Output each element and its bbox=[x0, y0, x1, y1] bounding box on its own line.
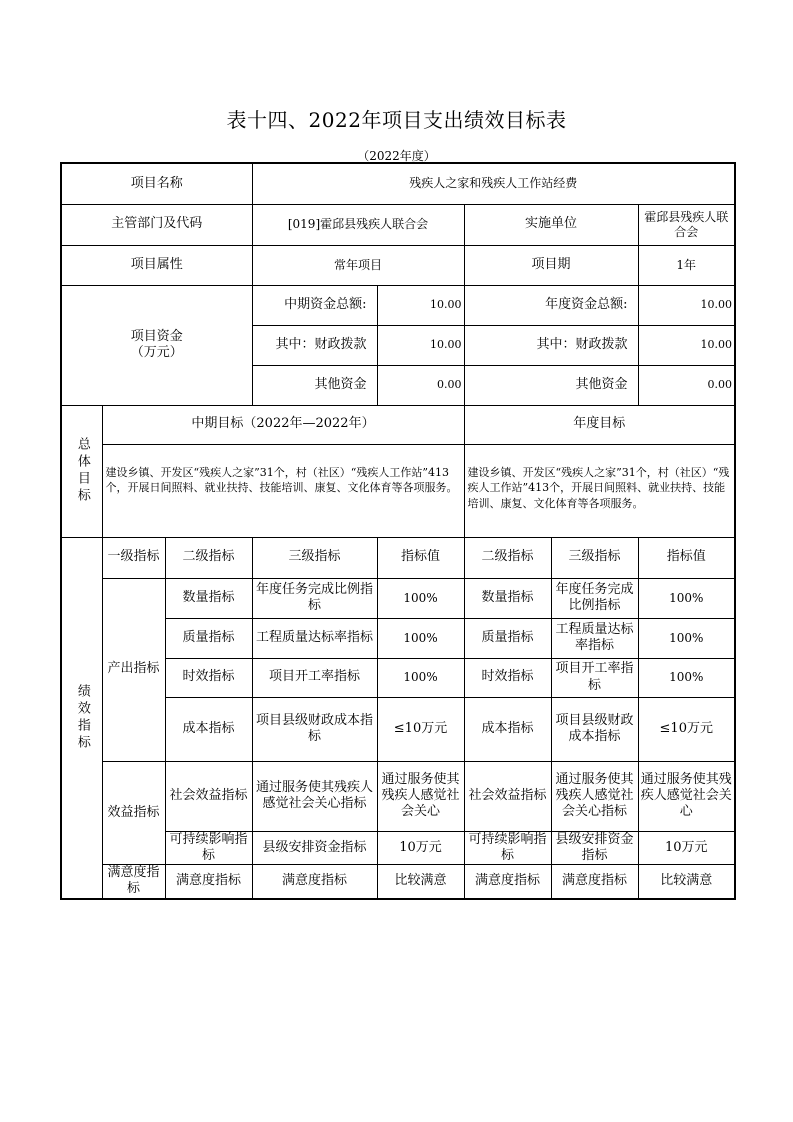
row-year-l2: 质量指标 bbox=[464, 618, 551, 658]
row-l3: 年度任务完成比例指标 bbox=[252, 578, 377, 618]
row-year-l2: 成本指标 bbox=[464, 697, 551, 761]
table-row bbox=[61, 761, 735, 831]
mid-fiscal-value: 10.00 bbox=[377, 325, 464, 365]
funds-label bbox=[61, 285, 252, 405]
row-year-l3: 县级安排资金指标 bbox=[551, 831, 638, 865]
row-year-l2: 时效指标 bbox=[464, 658, 551, 697]
row-l2: 数量指标 bbox=[165, 578, 252, 618]
row-year-l3: 项目县级财政成本指标 bbox=[551, 697, 638, 761]
row-value: 通过服务使其残疾人感觉社会关心 bbox=[377, 761, 464, 831]
row-value: 比较满意 bbox=[377, 865, 464, 899]
row-l2: 质量指标 bbox=[165, 618, 252, 658]
year-goal-header: 年度目标 bbox=[464, 405, 735, 444]
goals-side-label bbox=[61, 405, 102, 537]
row-value: 10万元 bbox=[377, 831, 464, 865]
period-label: 项目期 bbox=[464, 245, 638, 285]
funds-label-line2: （万元） bbox=[130, 345, 183, 360]
row-year-l3: 通过服务使其残疾人感觉社会关心指标 bbox=[551, 761, 638, 831]
header-l3: 三级指标 bbox=[252, 537, 377, 578]
table-row bbox=[61, 865, 735, 899]
attr-label: 项目属性 bbox=[61, 245, 252, 285]
row-l2: 可持续影响指标 bbox=[165, 831, 252, 865]
dept-value: [019]霍邱县残疾人联合会 bbox=[252, 204, 464, 245]
row-year-l2: 社会效益指标 bbox=[464, 761, 551, 831]
header-year-l2: 二级指标 bbox=[464, 537, 551, 578]
row-l2: 成本指标 bbox=[165, 697, 252, 761]
year-other-value: 0.00 bbox=[638, 365, 735, 405]
row-year-l3: 工程质量达标率指标 bbox=[551, 618, 638, 658]
indicators-side-text: 绩效指标 bbox=[74, 683, 90, 752]
header-year-value: 指标值 bbox=[638, 537, 735, 578]
header-l2: 二级指标 bbox=[165, 537, 252, 578]
row-year-value: 比较满意 bbox=[638, 865, 735, 899]
row-l2: 时效指标 bbox=[165, 658, 252, 697]
impl-label: 实施单位 bbox=[464, 204, 638, 245]
dept-label: 主管部门及代码 bbox=[61, 204, 252, 245]
row-value: ≤10万元 bbox=[377, 697, 464, 761]
row-l3: 项目开工率指标 bbox=[252, 658, 377, 697]
table-row bbox=[61, 578, 735, 618]
row-year-l3: 满意度指标 bbox=[551, 865, 638, 899]
project-name-label: 项目名称 bbox=[61, 163, 252, 204]
mid-total-value: 10.00 bbox=[377, 285, 464, 325]
goals-side-text: 总体目标 bbox=[74, 437, 90, 505]
header-value: 指标值 bbox=[377, 537, 464, 578]
row-l3: 县级安排资金指标 bbox=[252, 831, 377, 865]
output-label: 产出指标 bbox=[102, 578, 165, 761]
row-year-l2: 可持续影响指标 bbox=[464, 831, 551, 865]
row-year-l3: 年度任务完成比例指标 bbox=[551, 578, 638, 618]
year-fiscal-label: 其中：财政拨款 bbox=[464, 325, 638, 365]
year-total-label: 年度资金总额: bbox=[464, 285, 638, 325]
row-year-l3: 项目开工率指标 bbox=[551, 658, 638, 697]
mid-other-value: 0.00 bbox=[377, 365, 464, 405]
funds-label-line1: 项目资金 bbox=[130, 328, 183, 344]
year-total-value: 10.00 bbox=[638, 285, 735, 325]
year-fiscal-value: 10.00 bbox=[638, 325, 735, 365]
row-year-l2: 数量指标 bbox=[464, 578, 551, 618]
mid-total-label: 中期资金总额: bbox=[252, 285, 377, 325]
row-year-value: 通过服务使其残疾人感觉社会关心 bbox=[638, 761, 735, 831]
row-year-value: ≤10万元 bbox=[638, 697, 735, 761]
mid-fiscal-label: 其中：财政拨款 bbox=[252, 325, 377, 365]
row-l2: 满意度指标 bbox=[165, 865, 252, 899]
row-l3: 项目县级财政成本指标 bbox=[252, 697, 377, 761]
page-title: 表十四、2022年项目支出绩效目标表 bbox=[226, 108, 567, 132]
performance-table bbox=[60, 162, 736, 900]
row-l3: 通过服务使其残疾人感觉社会关心指标 bbox=[252, 761, 377, 831]
header-l1: 一级指标 bbox=[102, 537, 165, 578]
row-value: 100% bbox=[377, 578, 464, 618]
year-goal-text: 建设乡镇、开发区“残疾人之家”31个，村（社区）“残疾人工作站”413个，开展日间照料、就业扶持、技能培训、康复、文化体育等各项服务。 bbox=[464, 444, 735, 537]
row-value: 100% bbox=[377, 618, 464, 658]
benefit-label: 效益指标 bbox=[102, 761, 165, 865]
satisfaction-label: 满意度指标 bbox=[102, 865, 165, 899]
row-year-l2: 满意度指标 bbox=[464, 865, 551, 899]
period-value: 1年 bbox=[638, 245, 735, 285]
row-year-value: 10万元 bbox=[638, 831, 735, 865]
row-l3: 满意度指标 bbox=[252, 865, 377, 899]
row-value: 100% bbox=[377, 658, 464, 697]
project-name-value: 残疾人之家和残疾人工作站经费 bbox=[252, 163, 735, 204]
indicators-side-label bbox=[61, 537, 102, 899]
mid-other-label: 其他资金 bbox=[252, 365, 377, 405]
row-year-value: 100% bbox=[638, 578, 735, 618]
row-year-value: 100% bbox=[638, 658, 735, 697]
row-l2: 社会效益指标 bbox=[165, 761, 252, 831]
mid-goal-text: 建设乡镇、开发区“残疾人之家”31个，村（社区）“残疾人工作站”413个，开展日间照料、就业扶持、技能培训、康复、文化体育等各项服务。 bbox=[102, 444, 464, 537]
row-l3: 工程质量达标率指标 bbox=[252, 618, 377, 658]
impl-value: 霍邱县残疾人联合会 bbox=[638, 204, 735, 245]
attr-value: 常年项目 bbox=[252, 245, 464, 285]
year-other-label: 其他资金 bbox=[464, 365, 638, 405]
header-year-l3: 三级指标 bbox=[551, 537, 638, 578]
year-note: （2022年度） bbox=[357, 149, 436, 163]
row-year-value: 100% bbox=[638, 618, 735, 658]
mid-goal-header: 中期目标（2022年—2022年） bbox=[102, 405, 464, 444]
